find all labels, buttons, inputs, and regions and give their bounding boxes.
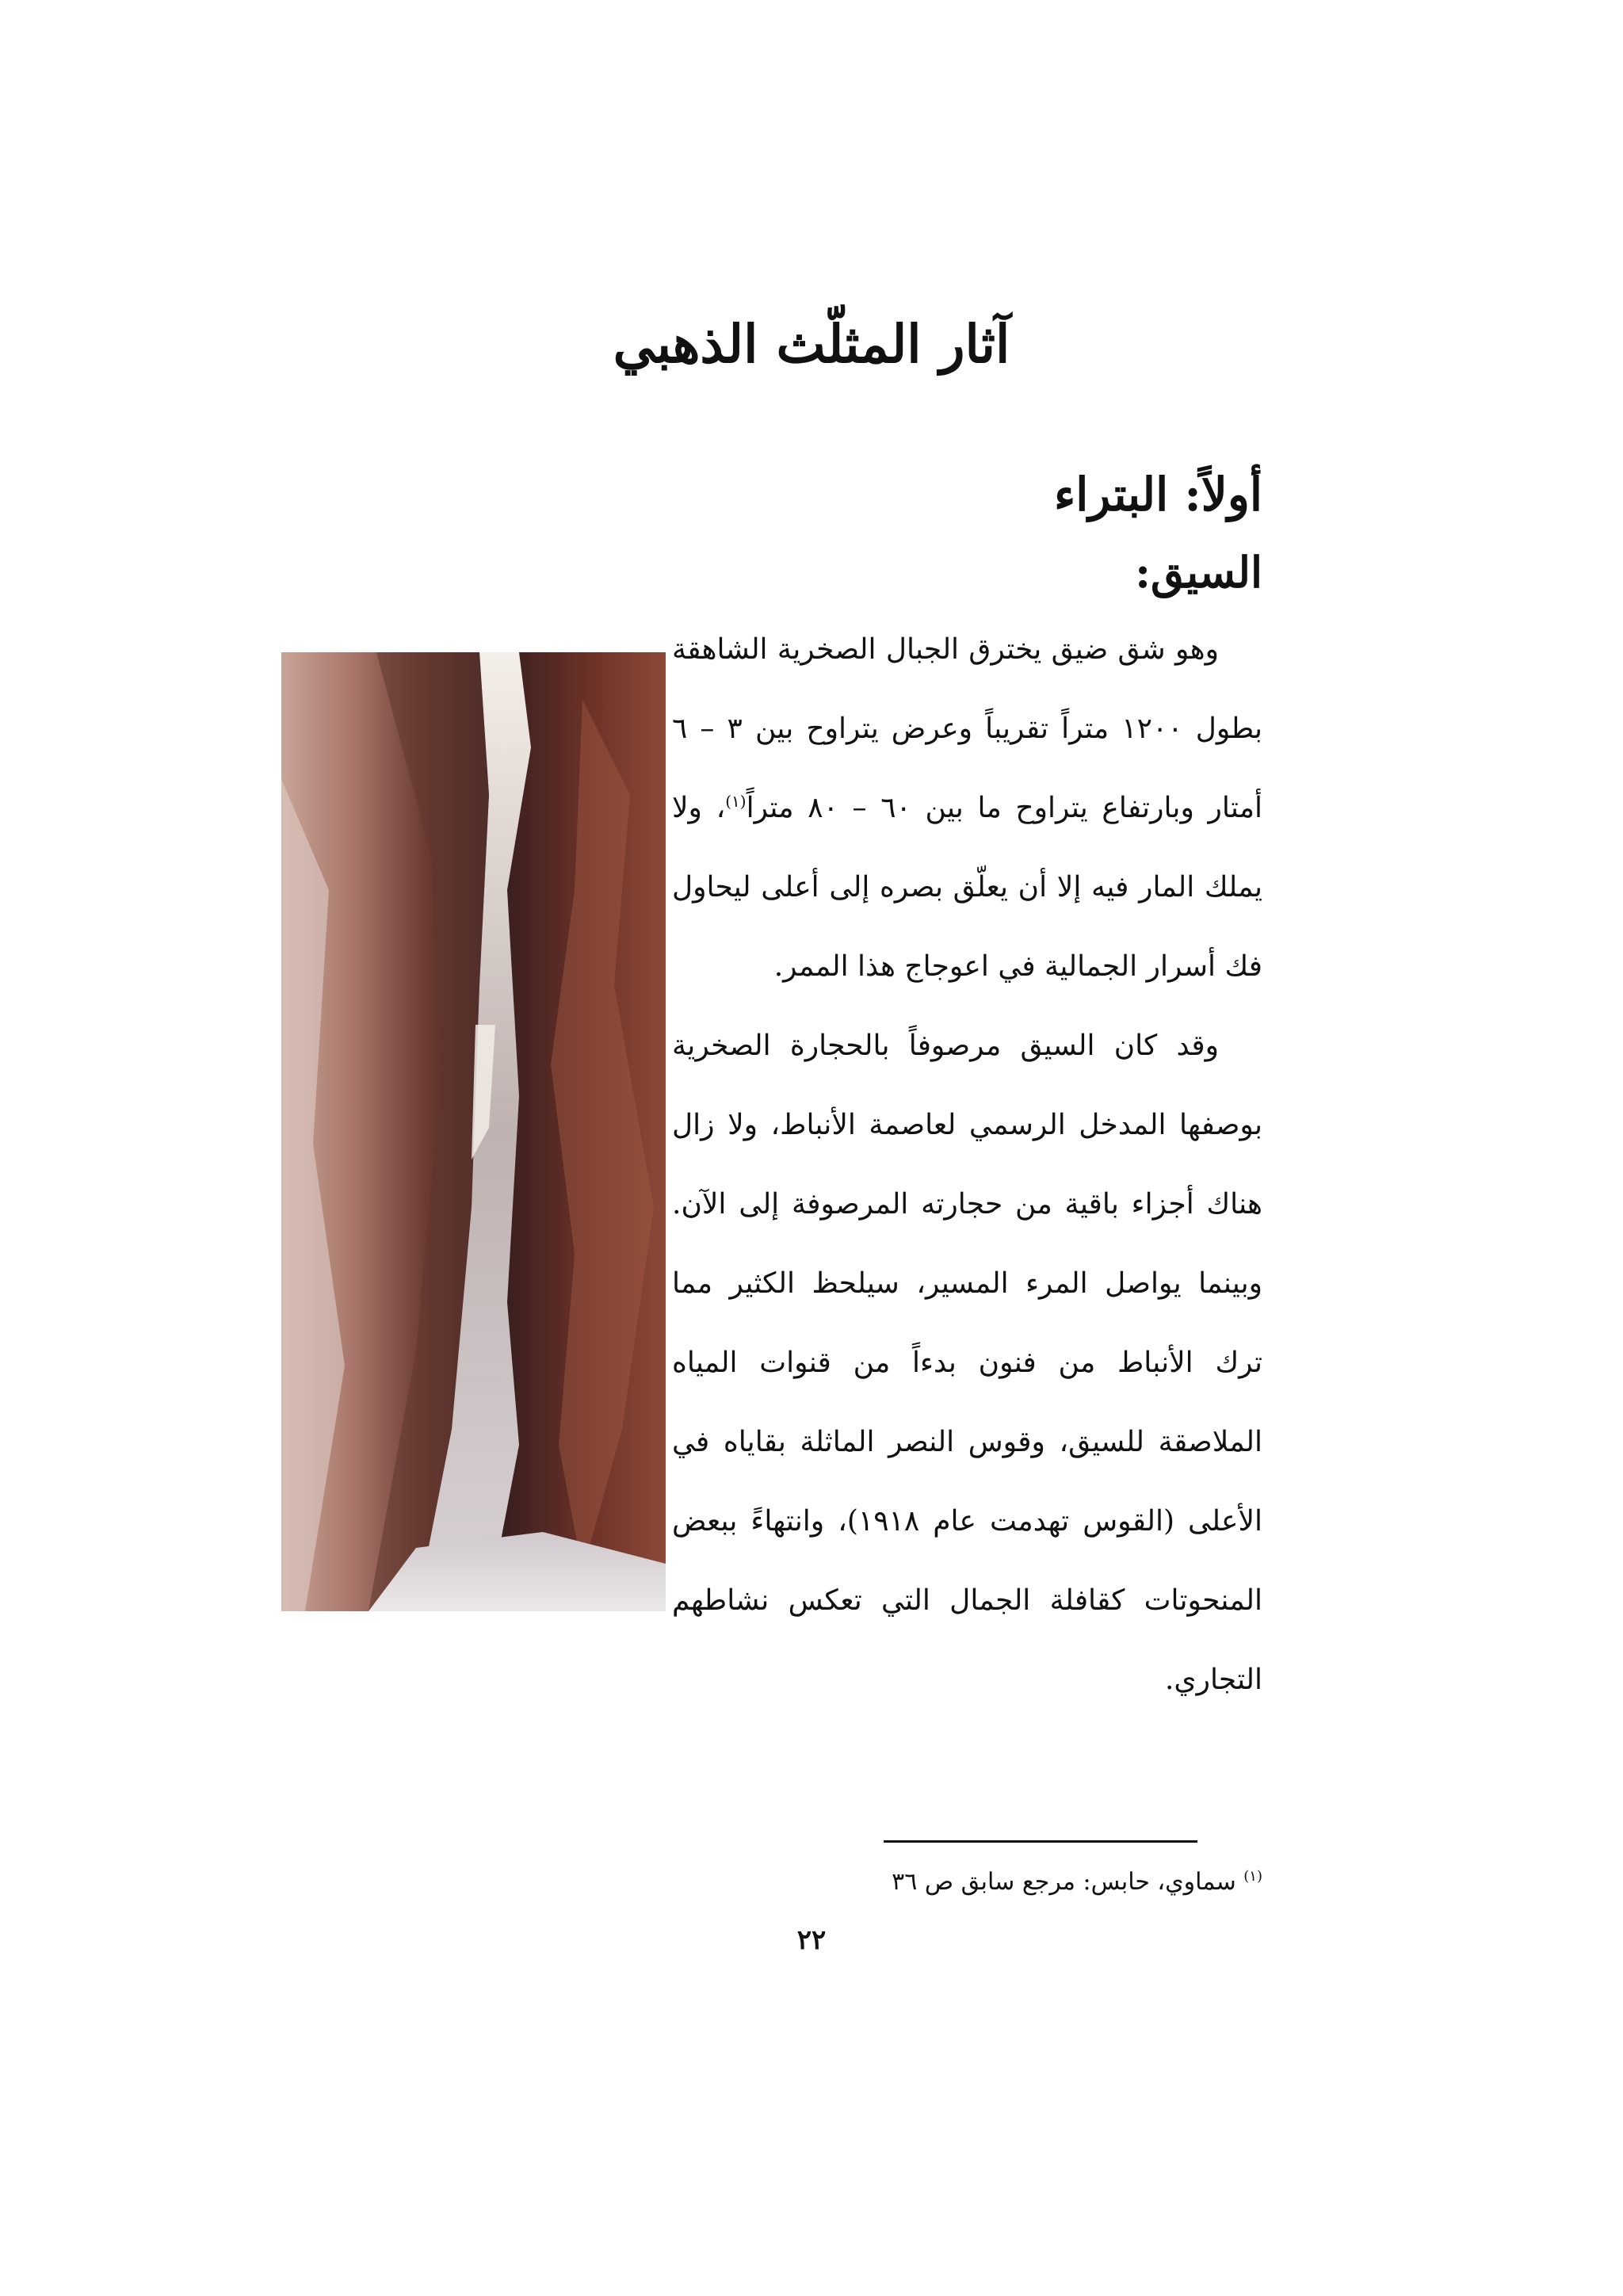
article-body	[672, 610, 1262, 1720]
footnote-text: سماوي، حابس: مرجع سابق ص ٣٦	[892, 1868, 1236, 1896]
paragraph-2: وقد كان السيق مرصوفاً بالحجارة الصخرية بوصفها المدخل الرسمي لعاصمة الأنباط، ولا زال هناك أجزاء باقية من حجارته المرصوفة إلى الآن. وبينما يواصل المرء المسير، سيلحظ الكثير مما ترك الأنباط من فنون بدءاً من قنوات المياه الملاصقة للسيق، وقوس النصر الماثلة بقاياه في الأعلى (القوس تهدمت عام ١٩١٨)، وانتهاءً ببعض المنحوتات كقافلة الجمال التي تعكس نشاطهم التجاري.	[672, 1030, 1262, 1696]
footnote-reference[interactable]: (١)	[725, 792, 747, 811]
subsection-heading: السيق:	[1135, 547, 1262, 598]
page-title: آثار المثلّث الذهبي	[613, 313, 1010, 375]
petra-siq-photo	[281, 652, 666, 1611]
paragraph-1-text-b: ، ولا يملك المار فيه إلا أن يعلّق بصره إلى أعلى ليحاول فك أسرار الجمالية في اعوجاج هذا الممر.	[672, 792, 1262, 983]
footnote	[892, 1866, 1262, 1897]
paragraph-1	[672, 610, 1262, 1007]
footnote-separator	[884, 1840, 1197, 1843]
page-number: ٢٢	[796, 1924, 827, 1956]
paragraph-1-text-a: وهو شق ضيق يخترق الجبال الصخرية الشاهقة بطول ١٢٠٠ متراً تقريباً وعرض يتراوح بين ٣ – ٦ أمتار وبارتفاع يتراوح ما بين ٦٠ – ٨٠ متراً	[672, 633, 1263, 824]
section-heading: أولاً: البتراء	[1054, 468, 1262, 521]
footnote-marker: (١)	[1243, 1868, 1262, 1885]
